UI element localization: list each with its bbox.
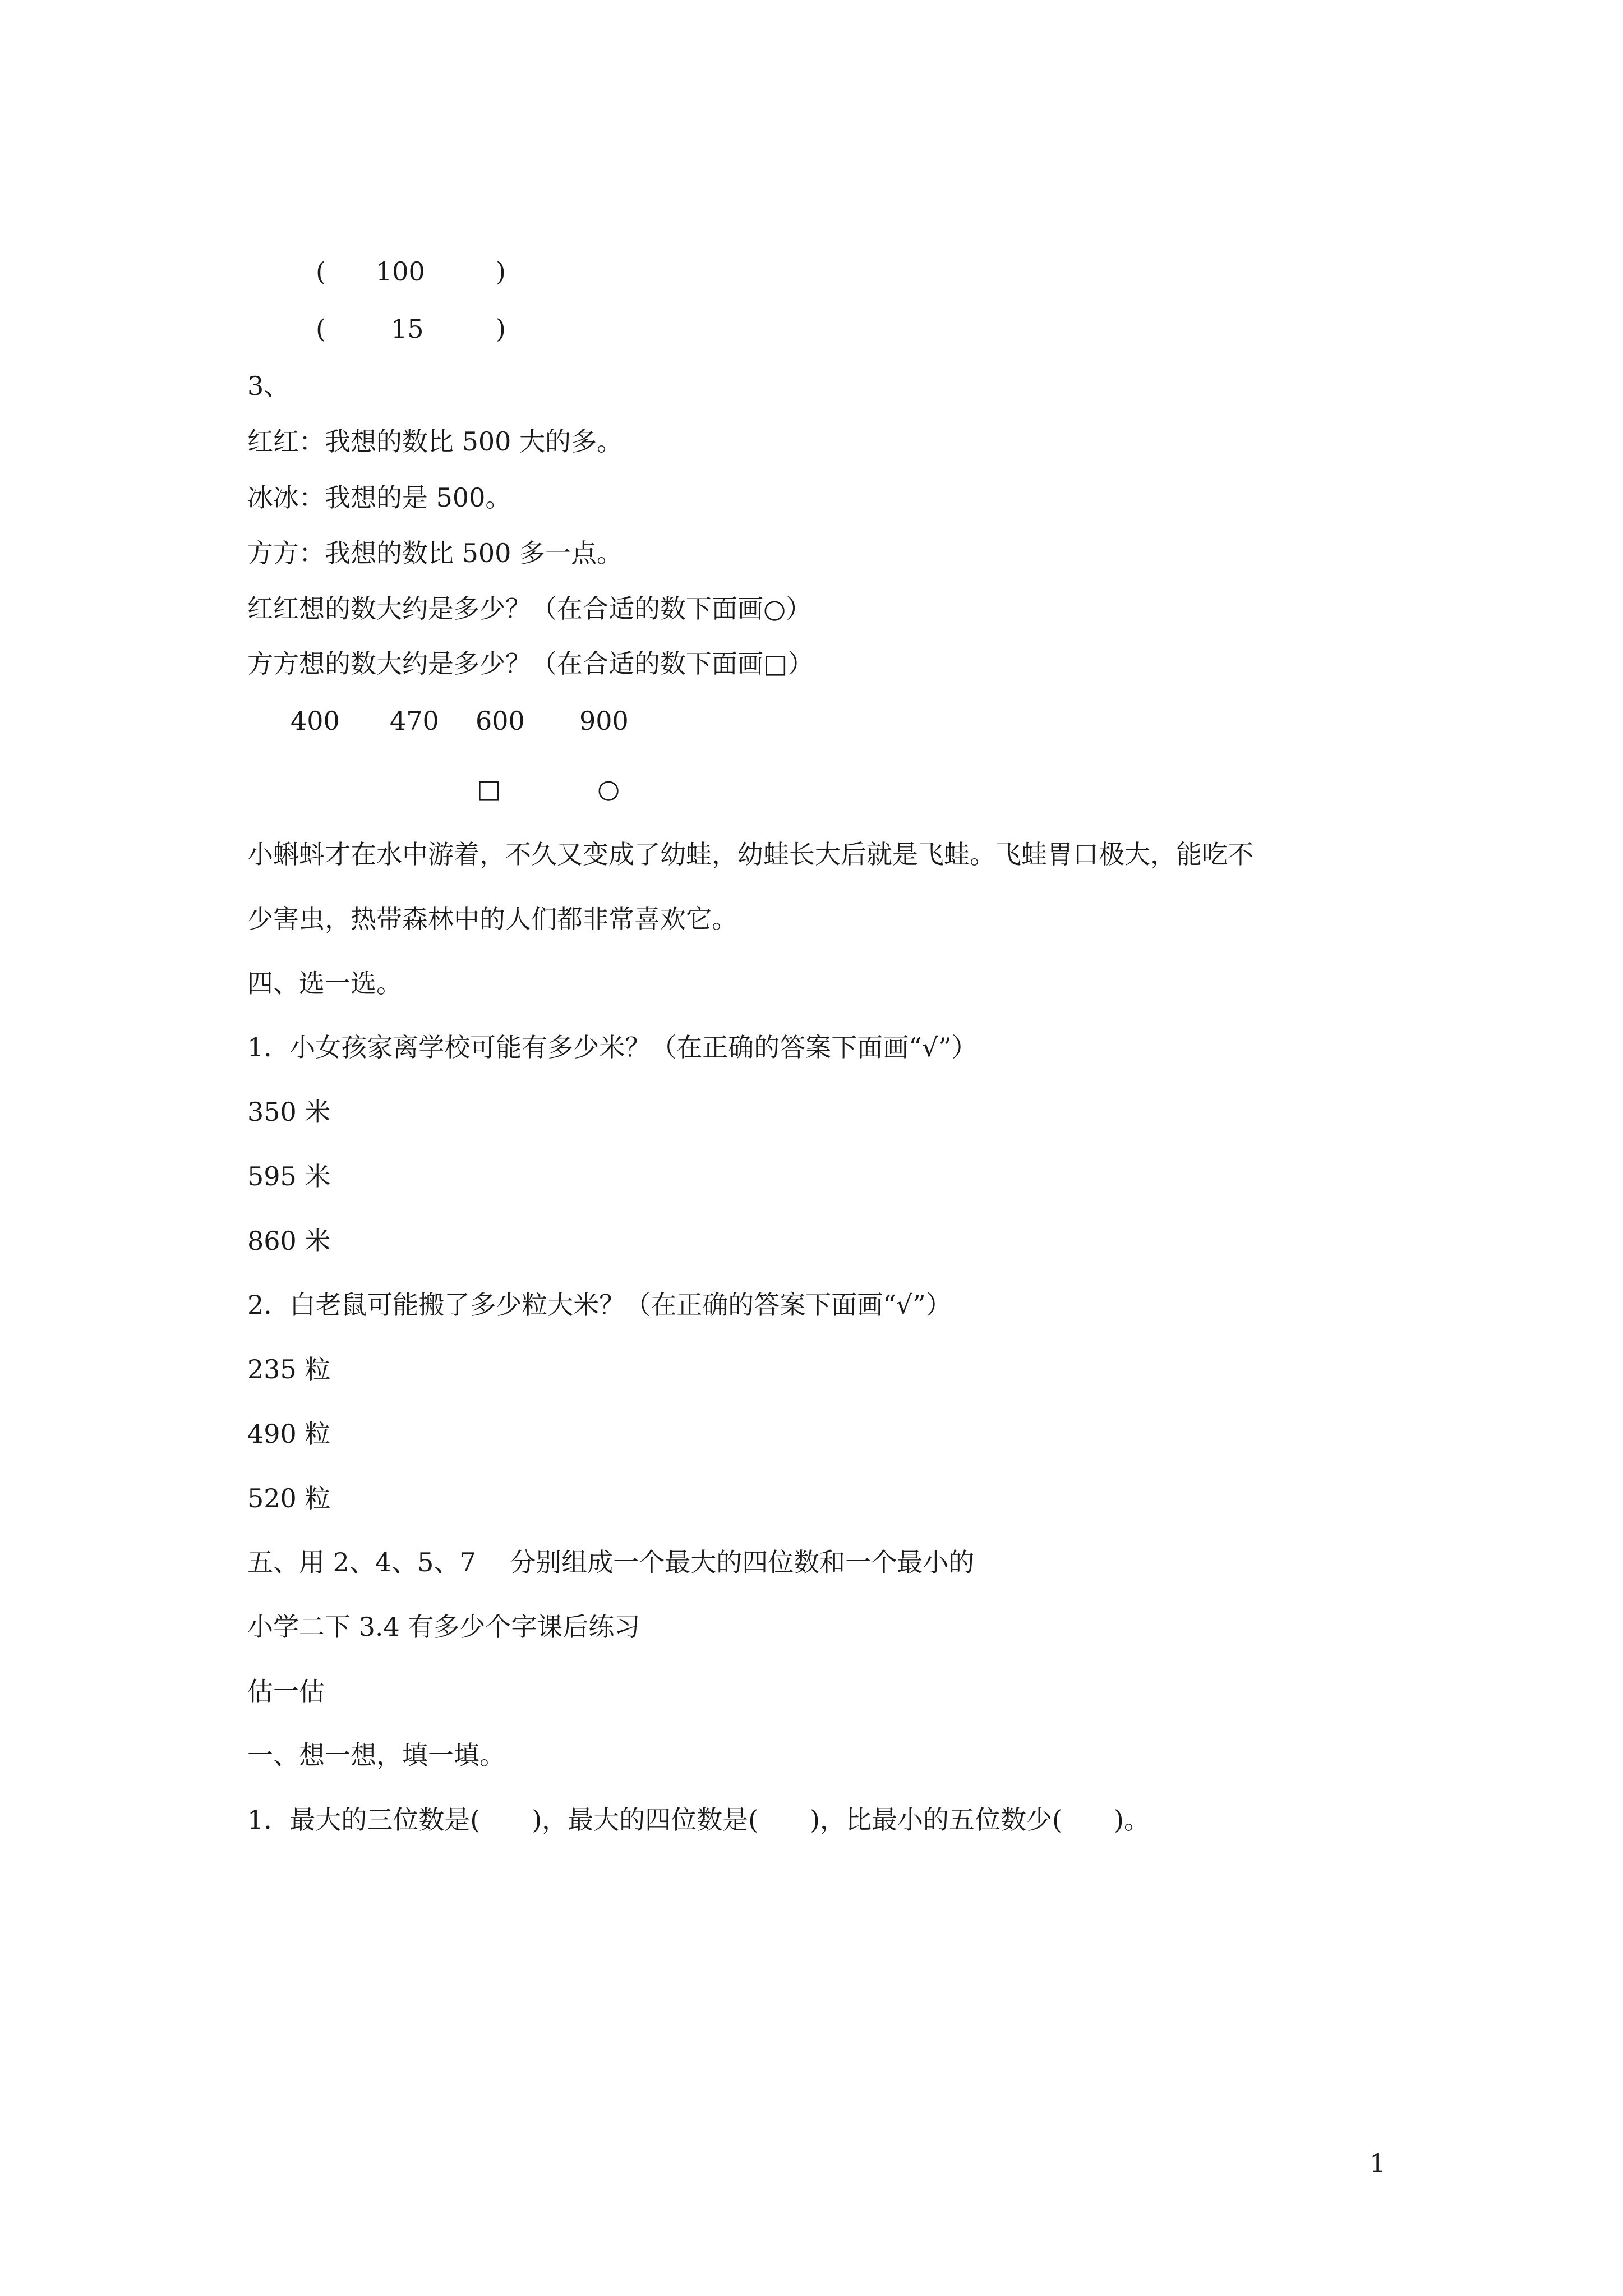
hong-statement: 红红：我想的数比 500 大的多。: [247, 426, 623, 457]
answer-value: 15: [391, 314, 424, 344]
square-mark: □: [477, 774, 501, 804]
number-choice: 900: [579, 706, 629, 736]
passage-line-1: 小蝌蚪才在水中游着，不久又变成了幼蛙，幼蛙长大后就是飞蛙。飞蛙胃口极大，能吃不: [247, 839, 1253, 869]
section-4-question-2: 2．白老鼠可能搬了多少粒大米？（在正确的答案下面画“√”）: [247, 1290, 952, 1320]
fang-question: 方方想的数大约是多少？（在合适的数下面画□）: [247, 648, 814, 679]
question-3-label: 3、: [247, 371, 290, 401]
q1-option-350: 350 米: [247, 1097, 331, 1127]
section-4-title: 四、选一选。: [247, 968, 402, 999]
fang-statement: 方方：我想的数比 500 多一点。: [247, 538, 623, 568]
section-4-question-1: 1．小女孩家离学校可能有多少米？（在正确的答案下面画“√”）: [247, 1032, 978, 1062]
number-choice: 400: [291, 706, 340, 736]
close-paren: ): [496, 256, 506, 287]
page-number: 1: [1370, 2148, 1386, 2178]
q1-option-860: 860 米: [247, 1226, 331, 1256]
paren-answer-100: [0, 256, 1623, 287]
circle-mark: ○: [597, 774, 620, 804]
bing-statement: 冰冰：我想的是 500。: [247, 482, 511, 513]
section-5-title: 五、用 2、4、5、7 分别组成一个最大的四位数和一个最小的: [247, 1547, 975, 1577]
lesson-question-1: 1．最大的三位数是( )，最大的四位数是( )，比最小的五位数少( )。: [247, 1805, 1150, 1835]
passage-line-2: 少害虫，热带森林中的人们都非常喜欢它。: [247, 904, 737, 934]
q2-option-235: 235 粒: [247, 1354, 331, 1384]
paren-answer-15: [0, 313, 1623, 344]
close-paren: ): [496, 314, 506, 344]
lesson-subtitle: 估一估: [247, 1676, 325, 1706]
q2-option-490: 490 粒: [247, 1419, 331, 1449]
number-choice: 470: [390, 706, 439, 736]
number-choice: 600: [476, 706, 525, 736]
q1-option-595: 595 米: [247, 1161, 331, 1191]
open-paren: (: [316, 314, 326, 344]
open-paren: (: [316, 256, 326, 287]
lesson-title: 小学二下 3.4 有多少个字课后练习: [247, 1612, 640, 1642]
hong-question: 红红想的数大约是多少？（在合适的数下面画○）: [247, 593, 812, 624]
answer-value: 100: [376, 256, 425, 287]
q2-option-520: 520 粒: [247, 1483, 331, 1513]
lesson-section-1-title: 一、想一想，填一填。: [247, 1740, 505, 1770]
